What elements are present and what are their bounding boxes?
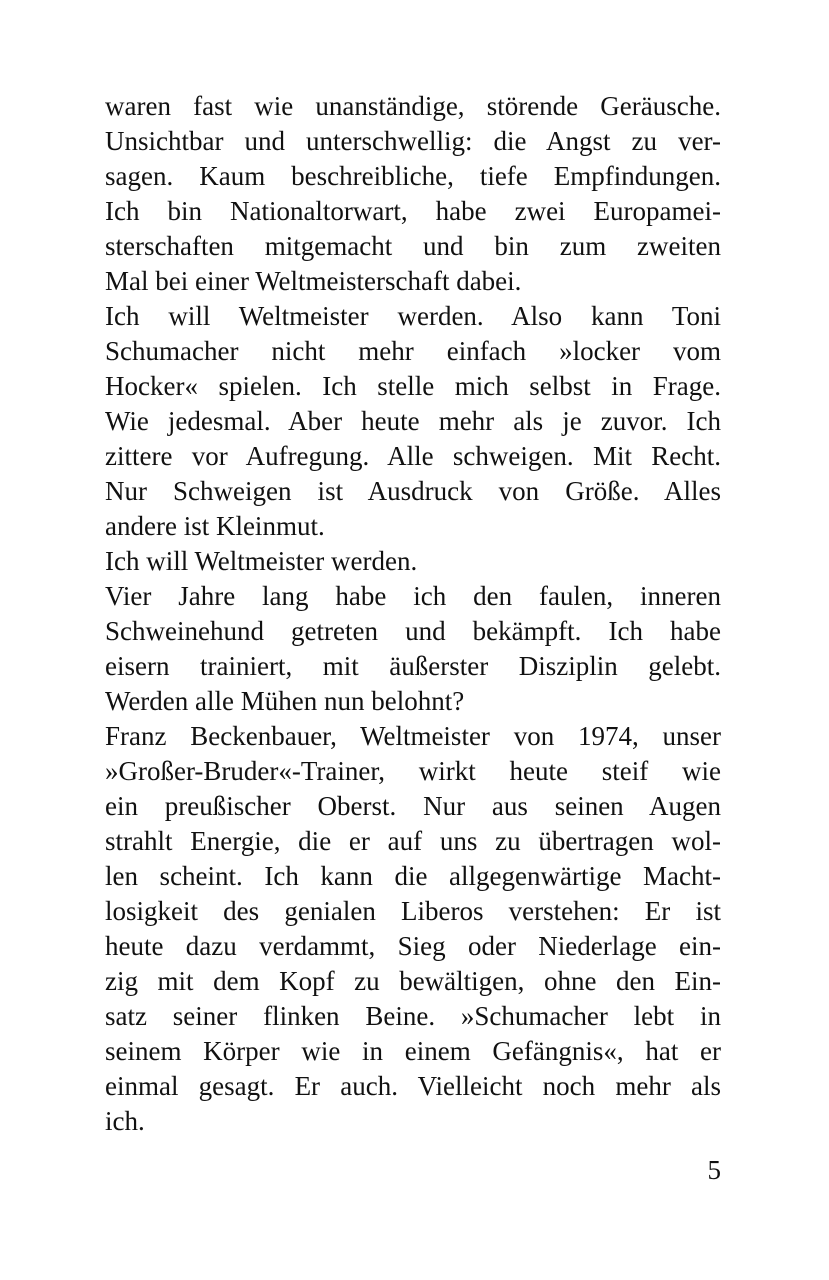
- text-line: Unsichtbar und unterschwellig: die Angst zu ver-: [105, 126, 721, 156]
- text-line: Nur Schweigen ist Ausdruck von Größe. Alles: [105, 476, 721, 506]
- text-line: Schweinehund getreten und bekämpft. Ich habe: [105, 616, 721, 646]
- text-line: satz seiner flinken Beine. »Schumacher lebt in: [105, 1001, 721, 1031]
- text-line: Mal bei einer Weltmeisterschaft dabei.: [105, 266, 522, 296]
- text-line: Wie jedesmal. Aber heute mehr als je zuvor. Ich: [105, 406, 721, 436]
- text-line: sagen. Kaum beschreibliche, tiefe Empfindungen.: [105, 161, 721, 191]
- text-line: heute dazu verdammt, Sieg oder Niederlage ein-: [105, 931, 721, 961]
- text-line: Ich will Weltmeister werden. Also kann Toni: [105, 301, 721, 331]
- text-line: ein preußischer Oberst. Nur aus seinen Augen: [105, 791, 721, 821]
- text-line: losigkeit des genialen Liberos verstehen: Er ist: [105, 896, 721, 926]
- text-line: zig mit dem Kopf zu bewältigen, ohne den Ein-: [105, 966, 721, 996]
- text-line: strahlt Energie, die er auf uns zu übertragen wol-: [105, 826, 721, 856]
- text-line: Werden alle Mühen nun belohnt?: [105, 686, 465, 716]
- text-line: Vier Jahre lang habe ich den faulen, inneren: [105, 581, 721, 611]
- text-line: Franz Beckenbauer, Weltmeister von 1974, unser: [105, 721, 721, 751]
- text-line: Ich bin Nationaltorwart, habe zwei Europamei-: [105, 196, 721, 226]
- text-line: Hocker« spielen. Ich stelle mich selbst in Frage.: [105, 371, 721, 401]
- text-line: ich.: [105, 1106, 145, 1136]
- text-line: »Großer-Bruder«-Trainer, wirkt heute steif wie: [105, 756, 721, 786]
- page-number: 5: [707, 1155, 721, 1185]
- text-line: sterschaften mitgemacht und bin zum zweiten: [105, 231, 721, 261]
- text-line: waren fast wie unanständige, störende Geräusche.: [105, 91, 721, 121]
- text-line: Schumacher nicht mehr einfach »locker vom: [105, 336, 721, 366]
- text-line: seinem Körper wie in einem Gefängnis«, hat er: [105, 1036, 721, 1066]
- text-line: eisern trainiert, mit äußerster Disziplin gelebt.: [105, 651, 721, 681]
- body-text: [105, 89, 721, 1139]
- text-line: zittere vor Aufregung. Alle schweigen. Mit Recht.: [105, 441, 721, 471]
- text-line: einmal gesagt. Er auch. Vielleicht noch mehr als: [105, 1071, 721, 1101]
- text-line: Ich will Weltmeister werden.: [105, 546, 418, 576]
- text-line: len scheint. Ich kann die allgegenwärtige Macht-: [105, 861, 721, 891]
- text-line: andere ist Kleinmut.: [105, 511, 325, 541]
